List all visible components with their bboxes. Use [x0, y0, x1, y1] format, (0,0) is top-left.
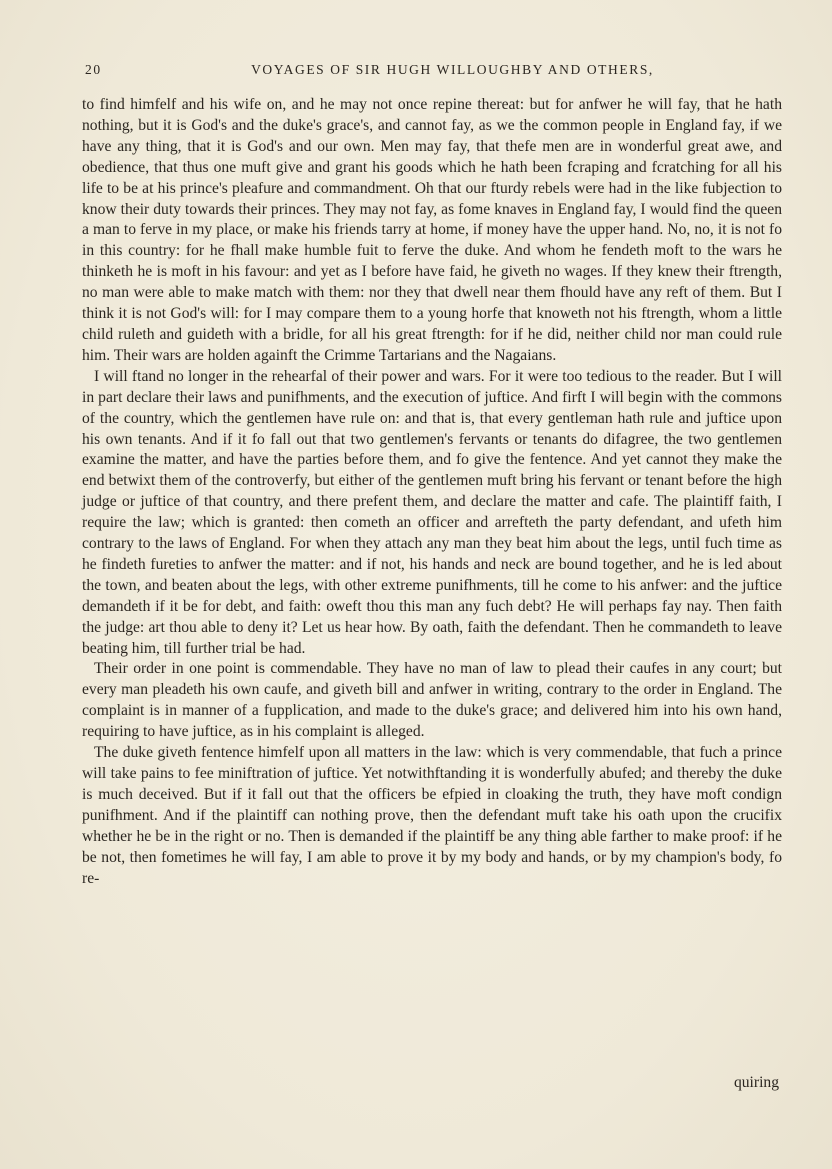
paragraph: to find himfelf and his wife on, and he may not once repine thereat: but for anfwer he will fay, that he hath nothing, but it is God's and the duke's grace's, and cannot fay, as we the common people in England fay, if we have any thing, that it is God's and our own. Men may fay, that thefe men are in wonderful great awe, and obedience, that thus one muft give and grant his goods which he hath been fcraping and fcratching for all his life to be at his prince's pleafure and commandment. Oh that our fturdy rebels were had in the like fubjection to know their duty towards their princes. They may not fay, as fome knaves in England fay, I would find the queen a man to ferve in my place, or make his friends tarry at home, if money have the upper hand. No, no, it is not fo in this country: for he fhall make humble fuit to ferve the duke. And whom he fendeth moft to the wars he thinketh he is moft in his favour: and yet as I before have faid, he giveth no wages. If they knew their ftrength, no man were able to make match with them: nor they that dwell near them fhould have any reft of them. But I think it is not God's will: for I may compare them to a young horfe that knoweth not his ftrength, whom a little child ruleth and guideth with a bridle, for all his great ftrength: for if he did, neither child nor man could rule him. Their wars are holden againft the Crimme Tartarians and the Nagaians.: [82, 96, 782, 364]
running-title: VOYAGES OF SIR HUGH WILLOUGHBY AND OTHERS,: [251, 62, 654, 77]
paragraph: I will ftand no longer in the rehearfal of their power and wars. For it were too tedious to the reader. But I will in part declare their laws and punifhments, and the execution of juftice. And firft I will begin with the commons of the country, which the gentlemen have rule on: and that is, that every gentleman hath rule and juftice upon his own tenants. And if it fo fall out that two gentlemen's fervants or tenants do difagree, the two gentlemen examine the matter, and have the parties before them, and fo give the fentence. And yet cannot they make the end betwixt them of the controverfy, but either of the gentlemen muft bring his fervant or tenant before the high judge or juftice of that country, and there prefent them, and declare the matter and cafe. The plaintiff faith, I require the law; which is granted: then cometh an officer and arrefteth the party defendant, and ufeth him contrary to the laws of England. For when they attach any man they beat him about the legs, until fuch time as he findeth fureties to anfwer the matter: and if not, his hands and neck are bound together, and he is led about the town, and beaten about the legs, with other extreme punifhments, till he come to his anfwer: and the juftice demandeth if it be for debt, and faith: oweft thou this man any fuch debt? He will perhaps fay nay. Then faith the judge: art thou able to deny it? Let us hear how. By oath, faith the defendant. Then he commandeth to leave beating him, till further trial be had.: [82, 367, 782, 657]
running-head: [85, 62, 780, 82]
body-text: [82, 95, 782, 889]
paragraph: Their order in one point is commendable. They have no man of law to plead their caufes in any court; but every man pleadeth his own caufe, and giveth bill and anfwer in writing, contrary to the order in England. The complaint is in manner of a fupplication, and made to the duke's grace; and delivered him into his own hand, requiring to have juftice, as in his complaint is alleged.: [82, 660, 782, 741]
paragraph: The duke giveth fentence himfelf upon all matters in the law: which is very commendable, that fuch a prince will take pains to fee miniftration of juftice. Yet notwithftanding it is wonderfully abufed; and thereby the duke is much deceived. But if it fall out that the officers be efpied in cloaking the truth, they have moft condign punifhment. And if the plaintiff can nothing prove, then the defendant muft take his oath upon the crucifix whether he be in the right or no. Then is demanded if the plaintiff be any thing able farther to make proof: if he be not, then fometimes he will fay, I am able to prove it by my body and hands, or by my champion's body, fo re-: [82, 744, 782, 887]
catchword: quiring: [733, 1074, 779, 1091]
page-number: 20: [85, 62, 102, 77]
